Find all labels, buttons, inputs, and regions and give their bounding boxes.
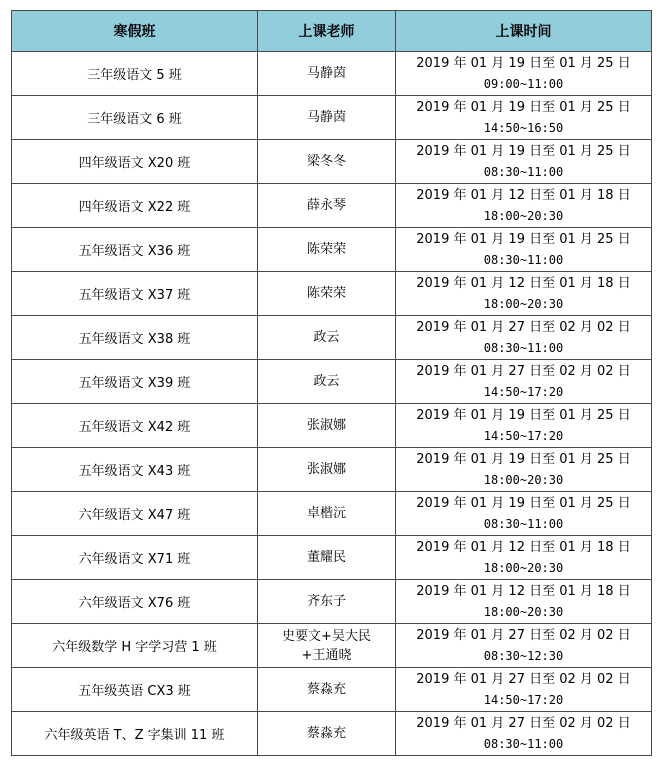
class-name-cell: 四年级语文 X20 班 bbox=[12, 140, 258, 184]
date-range: 2019 年 01 月 27 日至 02 月 02 日 bbox=[416, 715, 631, 731]
class-time-cell bbox=[396, 96, 652, 140]
teacher-cell bbox=[258, 536, 396, 580]
table-row bbox=[12, 140, 652, 184]
header-row bbox=[12, 11, 652, 52]
date-range: 2019 年 01 月 12 日至 01 月 18 日 bbox=[416, 275, 631, 291]
class-name-cell: 五年级语文 X36 班 bbox=[12, 228, 258, 272]
class-time-cell bbox=[396, 668, 652, 712]
class-name-cell: 五年级语文 X37 班 bbox=[12, 272, 258, 316]
teacher-cell bbox=[258, 272, 396, 316]
teacher-name: 陈荣荣 bbox=[306, 242, 346, 257]
teacher-cell bbox=[258, 184, 396, 228]
time-range: 08:30~11:00 bbox=[483, 164, 564, 179]
teacher-cell bbox=[258, 316, 396, 360]
table-row bbox=[12, 184, 652, 228]
teacher-cell bbox=[258, 52, 396, 96]
class-name-cell: 五年级语文 X43 班 bbox=[12, 448, 258, 492]
table-row bbox=[12, 272, 652, 316]
teacher-cell bbox=[258, 492, 396, 536]
class-name-cell: 四年级语文 X22 班 bbox=[12, 184, 258, 228]
table-row bbox=[12, 316, 652, 360]
time-range: 18:00~20:30 bbox=[483, 472, 564, 487]
teacher-cell bbox=[258, 228, 396, 272]
time-range: 18:00~20:30 bbox=[483, 208, 564, 223]
teacher-cell bbox=[258, 712, 396, 756]
class-time-cell bbox=[396, 624, 652, 668]
teacher-cell bbox=[258, 624, 396, 668]
table-row bbox=[12, 360, 652, 404]
class-name-cell: 三年级语文 6 班 bbox=[12, 96, 258, 140]
class-time-cell bbox=[396, 272, 652, 316]
time-range: 09:00~11:00 bbox=[483, 76, 564, 91]
teacher-name: 马静茵 bbox=[306, 110, 346, 125]
class-name-cell: 六年级语文 X71 班 bbox=[12, 536, 258, 580]
table-row bbox=[12, 448, 652, 492]
class-name-cell: 三年级语文 5 班 bbox=[12, 52, 258, 96]
time-range: 14:50~17:20 bbox=[483, 692, 564, 707]
class-name-cell: 五年级语文 X39 班 bbox=[12, 360, 258, 404]
time-range: 08:30~11:00 bbox=[483, 736, 564, 751]
teacher-name: 政云 bbox=[313, 374, 340, 389]
class-time-cell bbox=[396, 360, 652, 404]
date-range: 2019 年 01 月 27 日至 02 月 02 日 bbox=[416, 363, 631, 379]
class-name-cell: 六年级英语 T、Z 字集训 11 班 bbox=[12, 712, 258, 756]
date-range: 2019 年 01 月 19 日至 01 月 25 日 bbox=[416, 55, 631, 71]
time-range: 08:30~11:00 bbox=[483, 252, 564, 267]
teacher-name: 张淑娜 bbox=[306, 462, 346, 477]
class-time-cell bbox=[396, 228, 652, 272]
date-range: 2019 年 01 月 27 日至 02 月 02 日 bbox=[416, 627, 631, 643]
teacher-cell bbox=[258, 580, 396, 624]
time-range: 18:00~20:30 bbox=[483, 604, 564, 619]
time-range: 08:30~11:00 bbox=[483, 516, 564, 531]
class-time-cell bbox=[396, 536, 652, 580]
teacher-name: 史要文+吴大民 bbox=[282, 628, 371, 644]
class-name-cell: 六年级语文 X47 班 bbox=[12, 492, 258, 536]
table-row bbox=[12, 580, 652, 624]
teacher-name: 陈荣荣 bbox=[306, 286, 346, 301]
class-time-cell bbox=[396, 140, 652, 184]
date-range: 2019 年 01 月 19 日至 01 月 25 日 bbox=[416, 495, 631, 511]
class-time-cell bbox=[396, 448, 652, 492]
teacher-name: 马静茵 bbox=[306, 66, 346, 81]
teacher-cell bbox=[258, 96, 396, 140]
teacher-name: 齐东子 bbox=[306, 594, 346, 609]
teacher-name: 张淑娜 bbox=[306, 418, 346, 433]
time-range: 14:50~17:20 bbox=[483, 428, 564, 443]
class-time-cell bbox=[396, 492, 652, 536]
teacher-name: 董耀民 bbox=[306, 550, 346, 565]
teacher-name: 梁冬冬 bbox=[306, 154, 346, 169]
table-row bbox=[12, 404, 652, 448]
date-range: 2019 年 01 月 12 日至 01 月 18 日 bbox=[416, 539, 631, 555]
table-header bbox=[12, 11, 652, 52]
date-range: 2019 年 01 月 12 日至 01 月 18 日 bbox=[416, 583, 631, 599]
header-time: 上课时间 bbox=[396, 11, 652, 52]
class-time-cell bbox=[396, 712, 652, 756]
teacher-name: 蔡淼充 bbox=[306, 726, 346, 741]
class-name-cell: 五年级英语 CX3 班 bbox=[12, 668, 258, 712]
header-teacher: 上课老师 bbox=[258, 11, 396, 52]
teacher-cell bbox=[258, 668, 396, 712]
date-range: 2019 年 01 月 19 日至 01 月 25 日 bbox=[416, 451, 631, 467]
date-range: 2019 年 01 月 19 日至 01 月 25 日 bbox=[416, 99, 631, 115]
teacher-name: 蔡淼充 bbox=[306, 682, 346, 697]
teacher-name: 卓楷沅 bbox=[306, 506, 346, 521]
class-name-cell: 五年级语文 X38 班 bbox=[12, 316, 258, 360]
date-range: 2019 年 01 月 12 日至 01 月 18 日 bbox=[416, 187, 631, 203]
time-range: 14:50~16:50 bbox=[483, 120, 564, 135]
class-name-cell: 六年级数学 H 字学习营 1 班 bbox=[12, 624, 258, 668]
table-row bbox=[12, 492, 652, 536]
date-range: 2019 年 01 月 19 日至 01 月 25 日 bbox=[416, 231, 631, 247]
class-time-cell bbox=[396, 316, 652, 360]
table-row bbox=[12, 536, 652, 580]
time-range: 14:50~17:20 bbox=[483, 384, 564, 399]
table-row bbox=[12, 52, 652, 96]
date-range: 2019 年 01 月 27 日至 02 月 02 日 bbox=[416, 671, 631, 687]
table-row bbox=[12, 228, 652, 272]
date-range: 2019 年 01 月 27 日至 02 月 02 日 bbox=[416, 319, 631, 335]
table-row bbox=[12, 668, 652, 712]
date-range: 2019 年 01 月 19 日至 01 月 25 日 bbox=[416, 407, 631, 423]
date-range: 2019 年 01 月 19 日至 01 月 25 日 bbox=[416, 143, 631, 159]
table-row bbox=[12, 624, 652, 668]
teacher-name: 政云 bbox=[313, 330, 340, 345]
time-range: 18:00~20:30 bbox=[483, 560, 564, 575]
class-time-cell bbox=[396, 184, 652, 228]
class-name-cell: 五年级语文 X42 班 bbox=[12, 404, 258, 448]
time-range: 08:30~12:30 bbox=[483, 648, 564, 663]
time-range: 18:00~20:30 bbox=[483, 296, 564, 311]
header-class: 寒假班 bbox=[12, 11, 258, 52]
table-row bbox=[12, 96, 652, 140]
table-row bbox=[12, 712, 652, 756]
teacher-cell bbox=[258, 404, 396, 448]
class-time-cell bbox=[396, 404, 652, 448]
teacher-cell bbox=[258, 360, 396, 404]
class-time-cell bbox=[396, 580, 652, 624]
teacher-name: +王通晓 bbox=[301, 647, 352, 663]
teacher-cell bbox=[258, 140, 396, 184]
time-range: 08:30~11:00 bbox=[483, 340, 564, 355]
table-body bbox=[12, 52, 652, 756]
teacher-name: 薛永琴 bbox=[306, 198, 346, 213]
winter-class-schedule-table bbox=[11, 10, 652, 756]
class-name-cell: 六年级语文 X76 班 bbox=[12, 580, 258, 624]
class-time-cell bbox=[396, 52, 652, 96]
teacher-cell bbox=[258, 448, 396, 492]
